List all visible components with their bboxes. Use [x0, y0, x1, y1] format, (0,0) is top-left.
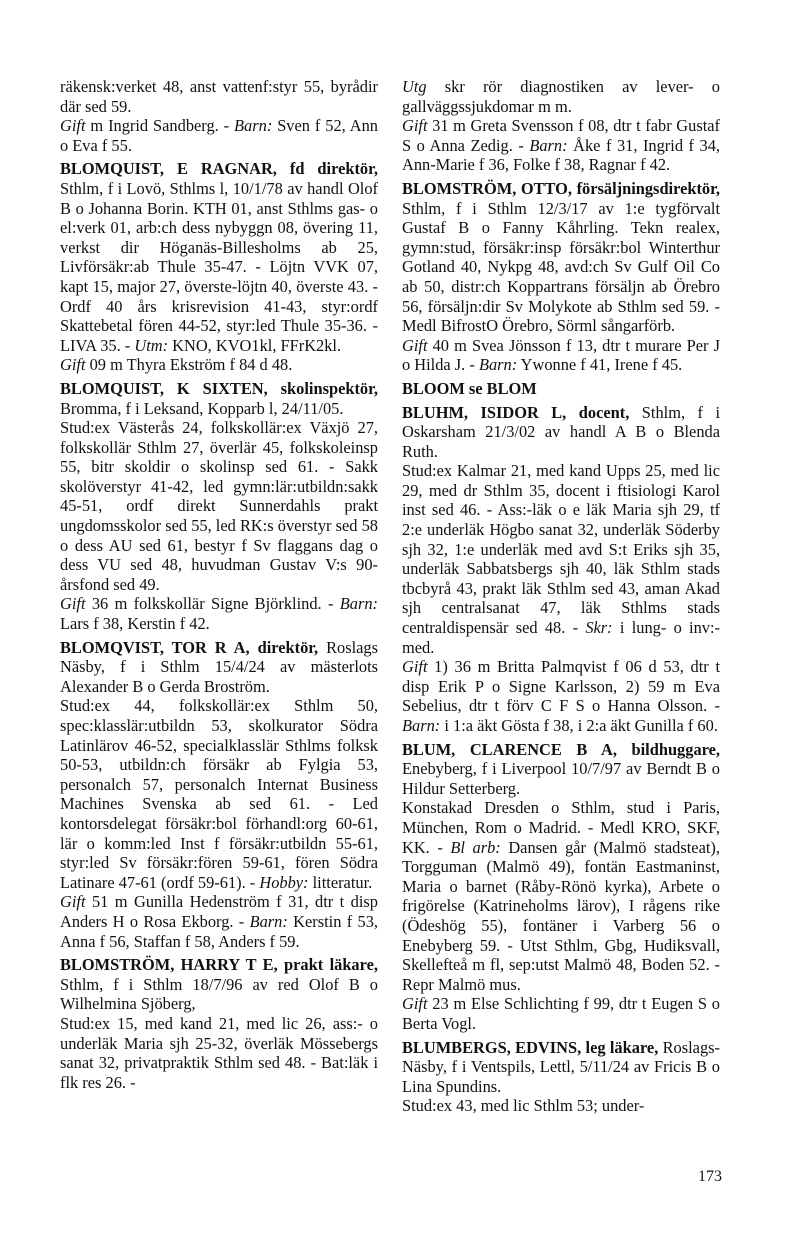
- text: litteratur.: [308, 872, 373, 892]
- entry-heading: [60, 379, 378, 418]
- label-gift: Gift: [402, 994, 428, 1014]
- entry-blomquist-ragnar: [60, 159, 378, 375]
- entry-name: BLOMSTRÖM, HARRY T E,: [60, 955, 278, 975]
- entry-text: [60, 116, 378, 155]
- text: Konstakad Dresden o Sthlm, stud i Paris, München, Rom o Madrid. - Medl KRO, SKF, KK. -: [402, 798, 720, 857]
- left-column: [60, 77, 378, 1096]
- text: Stud:ex 44, folkskollär:ex Sthlm 50, spec:klasslär:utbildn 53, skolkurator Södra Latinlärov 46-52, specialklasslär Sthlms folksk 50-53, utbildn:ch försäkr ab Fylgia 53, personalch 57, personalch Internat Business Machines Svenska ab sed 61. - Led kontorsdelegat försäkr:bol förhandl:org 60-61, lär o komm:led Inst f försäkr:utbildn 55-61, styr:led Sv försäkr:fören 59-61, fören Södra Latinare 47-61 (ordf 59-61). -: [60, 696, 378, 892]
- entry-text: Sthlm, f i Lovö, Sthlms l, 10/1/78 av handl Olof B o Johanna Borin. KTH 01, anst Sthlms gas- o el:verk 01, arb:ch dess nybyggn 08, övering 11, verkst dir Höganäs-Billesholms ab 25, Livförsäkr:ab Thule 35-47. - Löjtn VVK 07, kapt 15, major 27, överste-löjtn 40, överste 43. - Ordf 40 års krisrevision 41-43, styr:ordf Skattebetal fören 44-52, styr:led Thule 35-36. - LIVA 35. -: [60, 178, 378, 355]
- text: Dansen går (Malmö stadsteat), Torgguman (Malmö 49), fontän Eastmaninst, Maria o barnet (Råby-Rönö kyrka), Arbete o frigörelse (Katrineholms lärov), I rågens rike (Ödeshög 55), fontäner i Varberg 56 o Enebyberg 59. - Utst Sthlm, Gbg, Hudiksvall, Skellefteå m fl, sep:utst Malmö 48, Boden 52. - Repr Malmö mus.: [402, 837, 720, 994]
- entry-name: BLUM, CLARENCE B A,: [402, 739, 617, 759]
- entry-text: [402, 657, 720, 735]
- entry-text: Stud:ex Västerås 24, folkskollär:ex Växjö 27, folkskollär Sthlm 27, överlär 45, folkskoleinsp 55, bitr skoldir o skolinsp sed 61. - Sakk skolöverstyr 41-42, led gymn:lär:utbildn:sakk 45-51, ordf direkt Sunnerdahls prakt ungdomsskolor sed 55, led RK:s överstyr sed 58 o dess AU sed 61, bestyr f Sv flaggans dag o dess VU sed 48, huvudman Gustav V:s 90-årsfond sed 49.: [60, 418, 378, 594]
- text: 40 m Svea Jönsson f 13, dtr t murare Per J o Hilda J. -: [402, 335, 720, 375]
- entry-blomqvist-tor: [60, 638, 378, 952]
- text: Kerstin f 53, Anna f 56, Staffan f 58, Anders f 59.: [60, 911, 379, 951]
- entry-text: [402, 994, 720, 1033]
- entry-text: [60, 696, 378, 892]
- entry-title: direktör,: [249, 637, 319, 657]
- entry-text: Roslags-Näsby, f i Ventspils, Lettl, 5/11/24 av Fricis B o Lina Spundins.: [402, 1037, 720, 1096]
- entry-heading: [60, 159, 378, 355]
- entry-continuation: [402, 77, 720, 175]
- label-bl-arb: Bl arb:: [450, 837, 501, 857]
- entry-blomstrom-otto: [402, 179, 720, 375]
- entry-text: [402, 798, 720, 994]
- text: 51 m Gunilla Hedenström f 31, dtr t disp Anders H o Rosa Ekborg. -: [60, 892, 378, 931]
- text: i lung- o inv:-med.: [402, 618, 720, 657]
- entry-text: Sthlm, f i Oskarsham 21/3/02 av handl A B o Blenda Ruth.: [402, 402, 721, 461]
- text: Sven f 52, Ann o Eva f 55.: [60, 116, 378, 155]
- label-barn: Barn:: [339, 594, 378, 614]
- label-barn: Barn:: [234, 116, 273, 136]
- entry-continuation: [60, 77, 378, 155]
- label-barn: Barn:: [529, 135, 568, 155]
- entry-name: BLUHM, ISIDOR L,: [402, 402, 567, 422]
- entry-text: [402, 116, 720, 175]
- text: 36 m folkskollär Signe Björklind. -: [85, 594, 340, 614]
- entry-title: skolinspektör,: [267, 378, 378, 398]
- entry-heading: [402, 740, 720, 799]
- page-number: 173: [698, 1168, 722, 1185]
- entry-heading: [402, 1038, 720, 1097]
- label-gift: Gift: [60, 594, 86, 614]
- label-gift: Gift: [402, 335, 428, 355]
- entry-blomquist-sixten: [60, 379, 378, 634]
- entry-title: leg läkare,: [581, 1037, 659, 1057]
- cross-reference: BLOOM se BLOM: [402, 378, 537, 398]
- entry-text: [60, 594, 378, 633]
- entry-name: BLUMBERGS, EDVINS,: [402, 1037, 582, 1057]
- entry-text: räkensk:verket 48, anst vattenf:styr 55, byrådir där sed 59.: [60, 77, 378, 116]
- entry-text: Stud:ex 15, med kand 21, med lic 26, ass:- o underläk Maria sjh 25-32, överläk Mössebergs sanat 32, privatpraktik Sthlm sed 48. - Bat:läk i flk res 26. -: [60, 1013, 378, 1092]
- entry-text: [402, 77, 720, 116]
- label-gift: Gift: [402, 116, 428, 136]
- entry-text: [60, 355, 378, 375]
- entry-blum-clarence: [402, 740, 720, 1034]
- label-barn: Barn:: [478, 355, 518, 375]
- label-gift: Gift: [60, 892, 86, 912]
- entry-cross-reference: [402, 379, 720, 399]
- text: m Ingrid Sandberg. -: [85, 116, 235, 136]
- label-gift: Gift: [402, 657, 428, 677]
- entry-text: [60, 892, 378, 951]
- text: i 1:a äkt Gösta f 38, i 2:a äkt Gunilla f 60.: [440, 716, 718, 735]
- entry-text: Roslags Näsby, f i Sthlm 15/4/24 av mästerlots Alexander B o Gerda Broström.: [60, 637, 378, 696]
- entry-text: Sthlm, f i Sthlm 18/7/96 av red Olof B o Wilhelmina Sjöberg,: [60, 974, 378, 1014]
- entry-text: [402, 336, 720, 375]
- text: Åke f 31, Ingrid f 34, Ann-Marie f 36, Folke f 38, Ragnar f 42.: [402, 135, 721, 175]
- entry-name: BLOMQUIST, K SIXTEN,: [60, 378, 268, 398]
- entry-heading: [60, 955, 378, 1014]
- label-gift: Gift: [60, 355, 86, 375]
- entry-name: BLOMQVIST, TOR R A,: [60, 637, 250, 657]
- entry-text: Sthlm, f i Sthlm 12/3/17 av 1:e tygförvalt Gustaf B o Fanny Kåhrling. Tekn realex, gymn:stud, försäkr:insp försäkr:bol Winterthur Gotland 40, Nykpg 48, avd:ch Sv Gulf Oil Co ab 50, distr:ch Koppartrans försäljn ab Örebro 56, försäljn:dir Sv Molykote ab Sthlm sed 59. - Medl BifrostO Örebro, Sörml sångarförb.: [402, 198, 720, 336]
- text: Lars f 38, Kerstin f 42.: [60, 614, 210, 634]
- entry-title: försäljningsdirektör,: [572, 178, 720, 198]
- text: Ywonne f 41, Irene f 45.: [517, 355, 683, 375]
- entry-text: Bromma, f i Leksand, Kopparb l, 24/11/05.: [60, 398, 344, 418]
- text: 31 m Greta Svensson f 08, dtr t fabr Gustaf S o Anna Zedig. -: [402, 116, 720, 155]
- entry-name: BLOMQUIST, E RAGNAR,: [60, 159, 277, 179]
- entry-text: [402, 461, 720, 657]
- label-utg: Utg: [402, 77, 427, 96]
- entry-blomstrom-harry: [60, 955, 378, 1092]
- entry-text: Enebyberg, f i Liverpool 10/7/97 av Berndt B o Hildur Setterberg.: [402, 759, 720, 798]
- entry-heading: [60, 638, 378, 697]
- label-skr: Skr:: [585, 618, 613, 638]
- right-column: [402, 77, 720, 1120]
- text: Stud:ex Kalmar 21, med kand Upps 25, med lic 29, med dr Sthlm 35, docent i ftisiologi Karol inst sed 46. - Ass:-läk o e läk Maria sjh 29, tf 2:e underläk Högbo sanat 32, underläk Söderby sjh 32, 1:e underläk med avd S:t Eriks sjh 35, underläk Sabbatsbergs sjh 40, läk Sthlm stads tbcbyrå 43, prakt läk Sthlm sed 43, aman Akad sjh centralsanat 47, läk Sthlms stads centraldispensär sed 48. -: [402, 461, 720, 638]
- label-barn: Barn:: [249, 911, 288, 931]
- label-utm: Utm:: [134, 335, 169, 355]
- entry-blumbergs-edvins: [402, 1038, 720, 1116]
- entry-title: fd direktör,: [276, 159, 378, 179]
- label-hobby: Hobby:: [259, 872, 309, 892]
- text: 09 m Thyra Ekström f 84 d 48.: [85, 355, 293, 375]
- entry-title: prakt läkare,: [277, 955, 378, 975]
- entry-name: BLOMSTRÖM, OTTO,: [402, 178, 573, 198]
- entry-heading: [402, 403, 720, 462]
- text: 1) 36 m Britta Palmqvist f 06 d 53, dtr t disp Erik P o Signe Karlsson, 2) 59 m Eva Sebelius, dtr t förv C F S o Hanna Olsson. -: [402, 657, 720, 716]
- text: 23 m Else Schlichting f 99, dtr t Eugen S o Berta Vogl.: [402, 994, 720, 1033]
- entry-text: KNO, KVO1kl, FFrK2kl.: [168, 335, 342, 355]
- entry-text: Stud:ex 43, med lic Sthlm 53; under-: [402, 1096, 645, 1116]
- entry-bluhm-isidor: [402, 403, 720, 736]
- label-barn: Barn:: [402, 716, 441, 735]
- entry-title: docent,: [566, 402, 630, 422]
- label-gift: Gift: [60, 116, 86, 136]
- text: skr rör diagnostiken av lever- o gallväggssjukdomar m m.: [402, 77, 720, 116]
- entry-title: bildhuggare,: [616, 739, 720, 759]
- entry-heading: [402, 179, 720, 336]
